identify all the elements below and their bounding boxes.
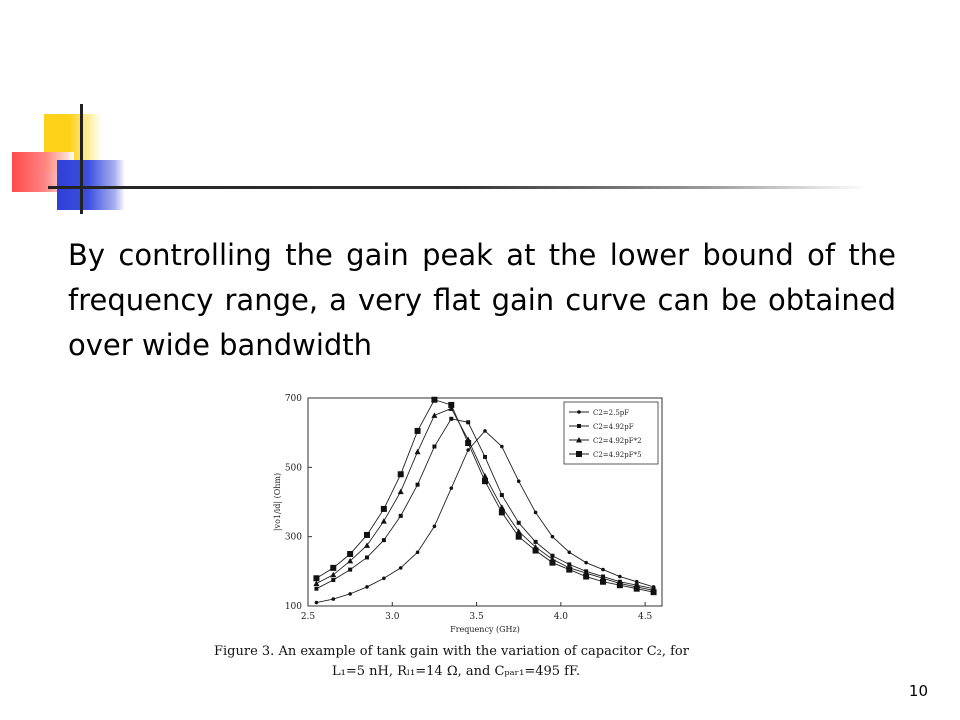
data-point	[635, 580, 639, 584]
data-point	[399, 566, 403, 570]
data-point	[431, 397, 437, 403]
data-point	[449, 417, 453, 421]
x-tick-label: 4.5	[637, 612, 653, 622]
legend-label: C2=4.92pF*5	[593, 451, 642, 459]
data-point	[651, 589, 657, 595]
y-tick-label: 300	[284, 532, 302, 543]
data-point	[382, 538, 386, 542]
data-point	[534, 540, 538, 544]
data-point	[314, 587, 318, 591]
data-point	[577, 410, 581, 414]
decor-horizontal-line	[48, 186, 868, 189]
data-point	[347, 551, 353, 557]
data-point	[381, 506, 387, 512]
data-point	[313, 575, 319, 581]
data-point	[448, 402, 454, 408]
data-point	[382, 576, 386, 580]
x-axis-label: Frequency (GHz)	[450, 625, 520, 634]
data-point	[483, 455, 487, 459]
y-axis-label: |vo1/id| (Ohm)	[273, 472, 282, 532]
legend-label: C2=4.92pF*2	[593, 437, 642, 445]
data-point	[330, 565, 336, 571]
data-point	[348, 568, 352, 572]
data-point	[348, 592, 352, 596]
data-point	[416, 550, 420, 554]
data-point	[583, 574, 589, 580]
y-tick-label: 500	[284, 463, 302, 474]
data-point	[500, 493, 504, 497]
data-point	[482, 478, 488, 484]
y-tick-label: 100	[284, 602, 302, 612]
data-point	[331, 578, 335, 582]
y-tick-label: 700	[284, 394, 302, 404]
decor-vertical-line	[80, 104, 83, 214]
x-tick-label: 4.0	[553, 612, 569, 622]
data-point	[634, 586, 640, 592]
data-point	[398, 471, 404, 477]
data-point	[584, 561, 588, 565]
x-tick-label: 2.5	[300, 612, 316, 622]
data-point	[601, 568, 605, 572]
data-point	[517, 521, 521, 525]
data-point	[617, 582, 623, 588]
data-point	[517, 479, 521, 483]
data-point	[577, 424, 581, 428]
data-point	[465, 440, 471, 446]
data-point	[533, 548, 539, 554]
data-point	[315, 601, 319, 605]
decor-blue-square	[57, 160, 125, 210]
data-point	[534, 511, 538, 515]
data-point	[618, 575, 622, 579]
data-point	[432, 445, 436, 449]
data-point	[500, 445, 504, 449]
x-tick-label: 3.5	[469, 612, 484, 622]
data-point	[499, 509, 505, 515]
data-point	[415, 428, 421, 434]
data-point	[364, 532, 370, 538]
data-point	[567, 550, 571, 554]
data-point	[551, 535, 555, 539]
data-point	[576, 451, 582, 457]
data-point	[416, 483, 420, 487]
data-point	[466, 448, 470, 452]
data-point	[433, 524, 437, 528]
legend-label: C2=4.92pF	[593, 423, 634, 431]
data-point	[466, 420, 470, 424]
figure-caption-line2: L₁=5 nH, Rₗ₁=14 Ω, and Cₚₐᵣ₁=495 fF.	[332, 664, 581, 679]
data-point	[365, 585, 369, 589]
data-point	[331, 597, 335, 601]
data-point	[600, 579, 606, 585]
data-point	[365, 555, 369, 559]
figure-caption-line1: Figure 3. An example of tank gain with the variation of capacitor C₂, for	[214, 644, 689, 659]
data-point	[483, 429, 487, 433]
data-point	[566, 567, 572, 573]
slide-body-text: By controlling the gain peak at the lower bound of the frequency range, a very flat gain curve can be obtained over wide bandwidth	[68, 238, 896, 362]
slide-number: 10	[908, 682, 928, 700]
data-point	[399, 514, 403, 518]
x-tick-label: 3.0	[385, 612, 400, 622]
data-point	[549, 560, 555, 566]
figure-caption	[214, 642, 774, 682]
data-point	[449, 486, 453, 490]
data-point	[516, 534, 522, 540]
gain-chart	[262, 388, 682, 638]
legend-label: C2=2.5pF	[593, 409, 630, 417]
